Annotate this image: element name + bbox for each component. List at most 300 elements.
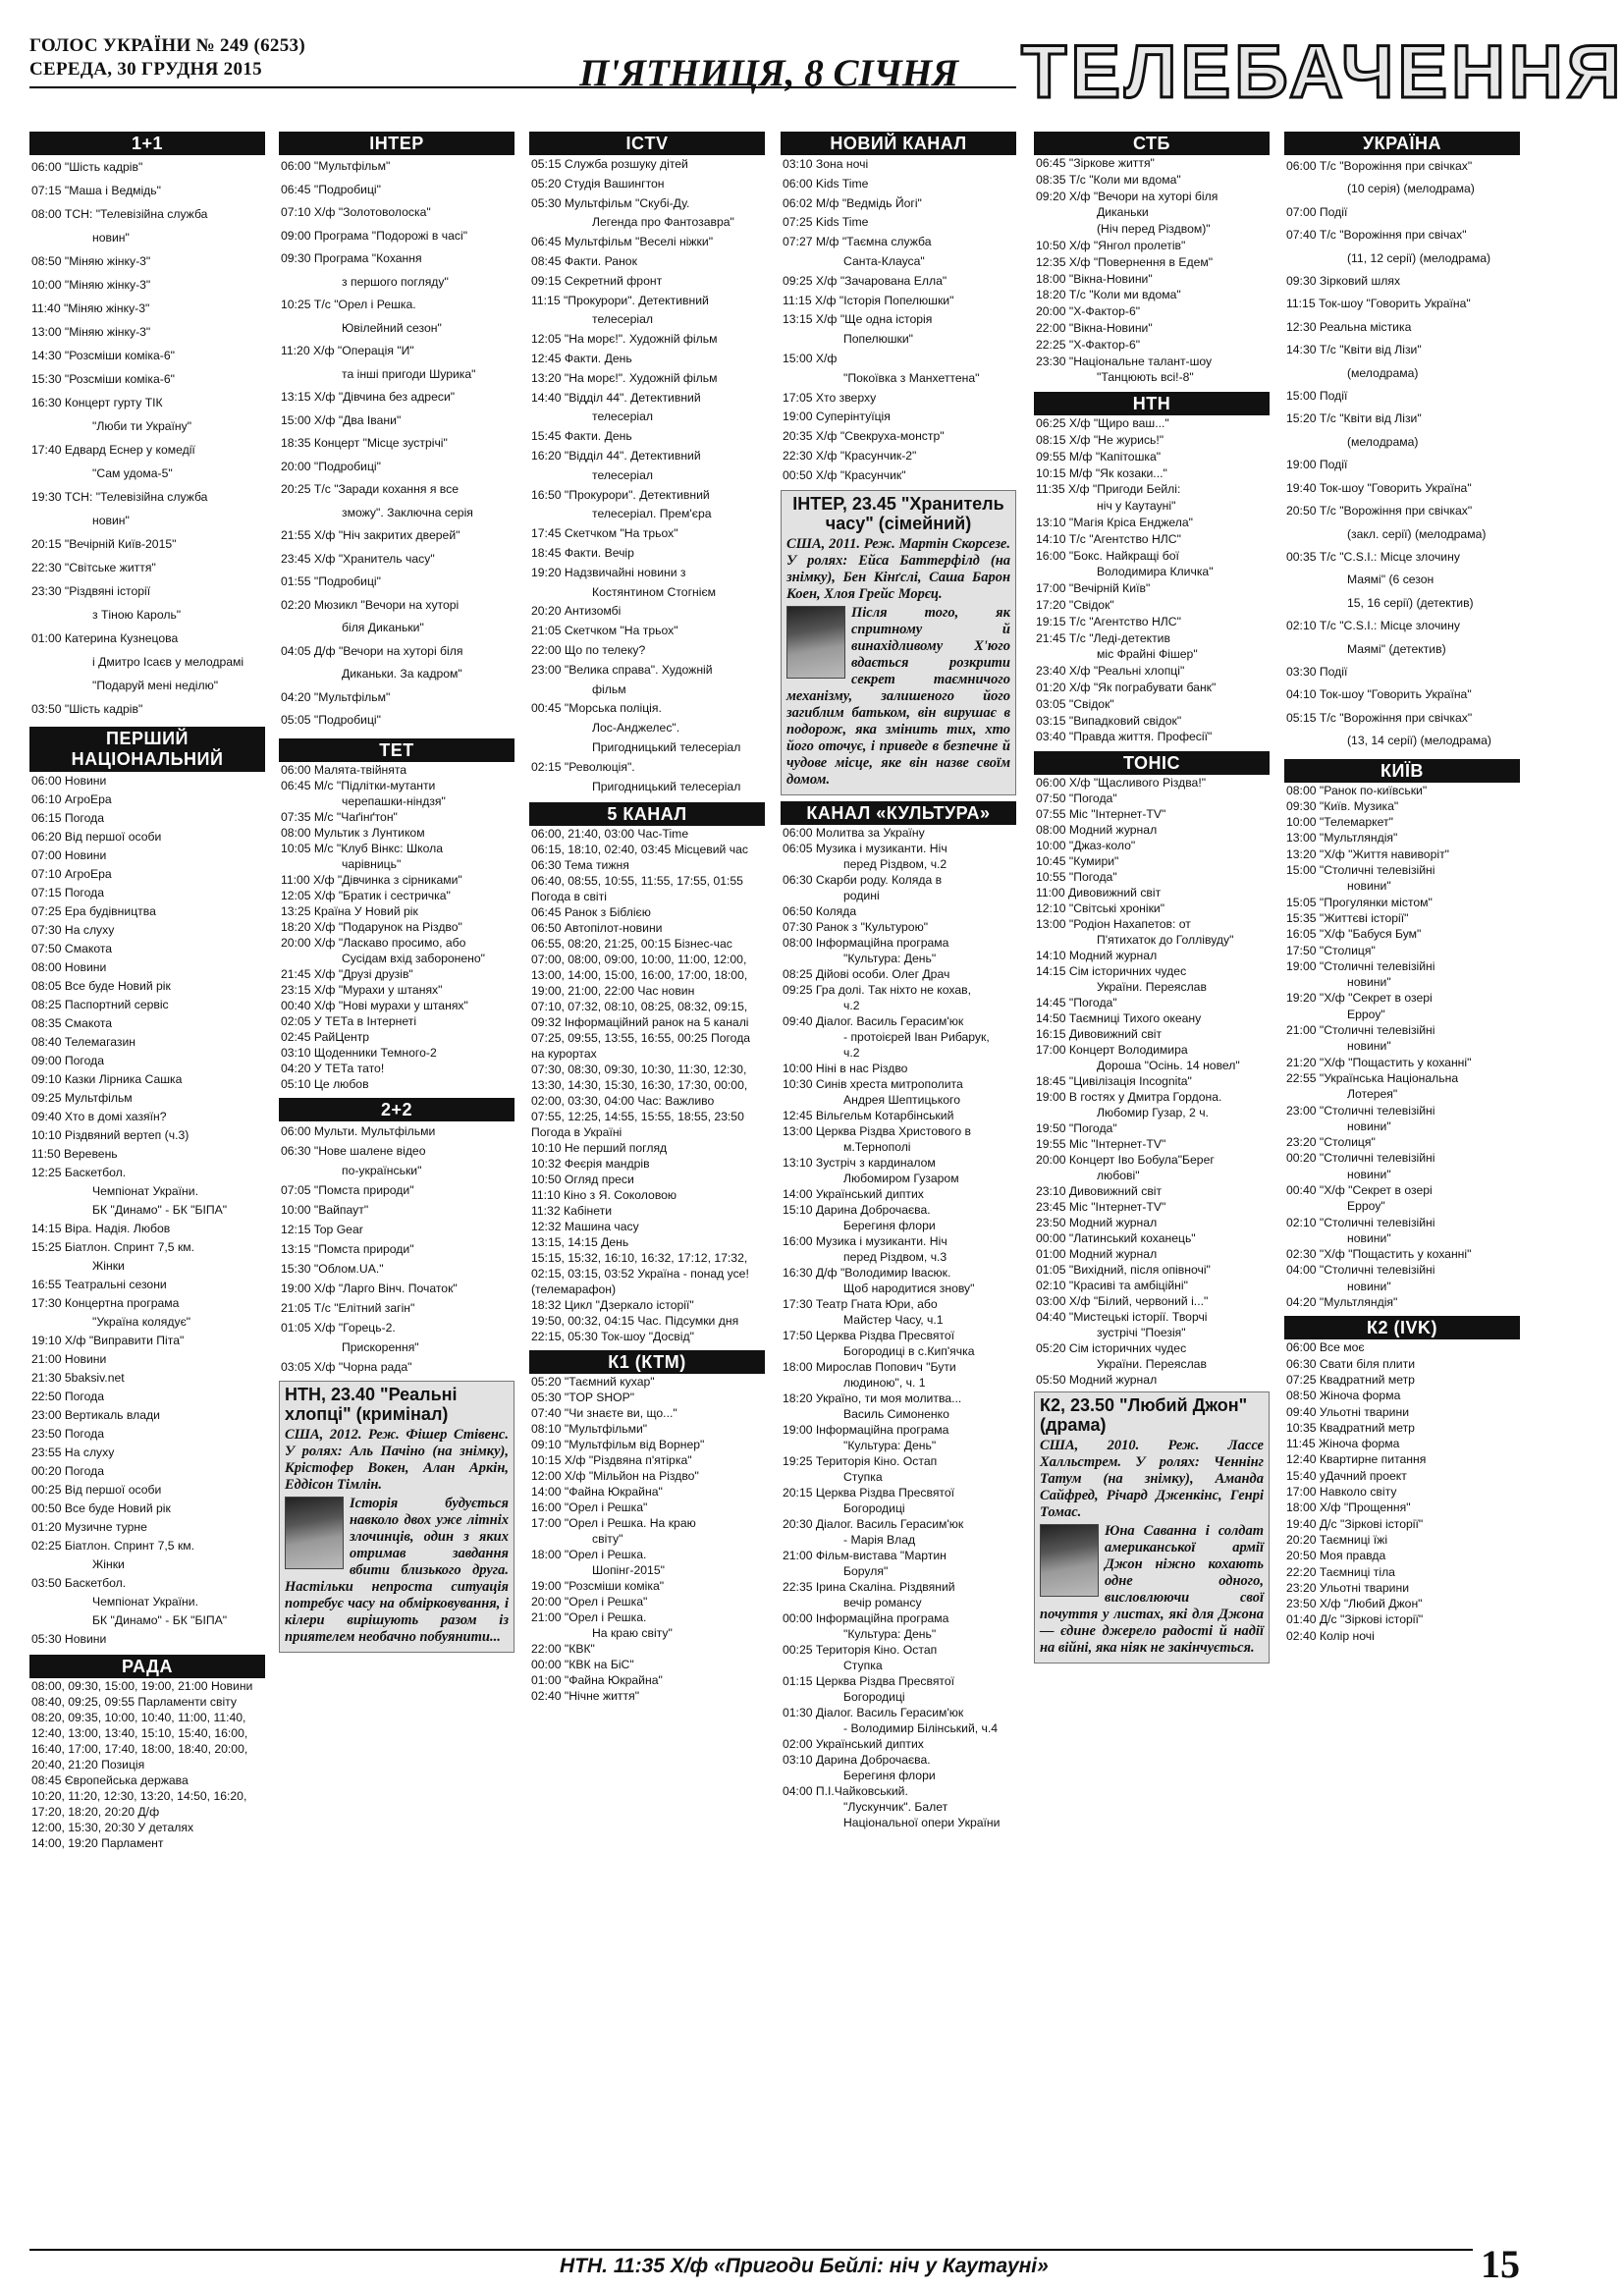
program-entry: [1284, 201, 1520, 224]
program-title: Музичне турне: [64, 1520, 147, 1534]
program-title: Баскетбол.: [64, 1576, 127, 1590]
program-title: Погода: [64, 1390, 105, 1403]
program-title: "Столичні телевізійні: [1319, 958, 1435, 973]
program-line: 09:30: [281, 251, 311, 265]
program-entry: [781, 1076, 1016, 1108]
program-title: "Світське життя": [64, 561, 156, 574]
program-line: 12:40: [1286, 1452, 1317, 1467]
program-title: "На морє!". Художній фільм: [564, 332, 718, 347]
program-title: "Родіон Нахапетов: от: [1068, 917, 1191, 932]
program-line: 21:05: [281, 1300, 311, 1315]
program-entry: [1284, 546, 1520, 615]
program-line: 12:32 Машина часу: [531, 1220, 639, 1234]
program-line: 14:10: [1036, 949, 1066, 963]
program-entry: [29, 1145, 265, 1164]
program-line: 09:15: [531, 273, 562, 288]
program-title: Модний журнал: [1068, 1216, 1158, 1230]
program-line: 11:00: [281, 872, 310, 887]
program-entry: [1034, 900, 1270, 916]
program-line: 00:00: [783, 1610, 813, 1625]
program-entry: [529, 486, 765, 525]
program-entry: [1034, 354, 1270, 387]
program-line: 06:02: [783, 195, 813, 210]
program-title: Х/ф "Нові мурахи у штанях": [313, 998, 468, 1012]
program-title: Факти. День: [564, 429, 632, 444]
program-title: "Х/ф "Секрет в озері: [1319, 1182, 1433, 1197]
program-line: 06:55, 08:20, 21:25, 00:15 Бізнес-час: [531, 937, 732, 952]
program-entry: [1034, 172, 1270, 189]
program-title: Фільм-вистава "Мартин: [815, 1548, 947, 1562]
program-title: "Столичні телевізійні: [1319, 1151, 1435, 1166]
program-line: 04:20: [1286, 1295, 1317, 1310]
program-line: 01:55: [281, 574, 311, 588]
program-entry: [279, 456, 514, 479]
program-line: 19:10: [31, 1334, 62, 1347]
program-title: "Відділ 44". Детективний: [564, 448, 701, 463]
program-line: 07:05: [281, 1182, 311, 1197]
program-line: 20:00: [1036, 304, 1066, 319]
program-title: "Орел і Решка. На краю: [564, 1516, 696, 1531]
program-entry: [29, 627, 265, 697]
program-title: чарівниць": [342, 856, 402, 871]
program-entry: [279, 386, 514, 409]
program-entry: [1284, 783, 1520, 798]
program-title: "Ранок по-київськи": [1319, 783, 1428, 797]
schedule-column-5: [1034, 132, 1270, 1664]
program-entry: [1284, 1564, 1520, 1580]
program-entry: [529, 641, 765, 661]
program-entry: [1034, 1278, 1270, 1293]
program-title: "Столичні телевізійні: [1319, 1103, 1435, 1118]
program-line: 23:30: [31, 584, 62, 598]
broadcast-day: П'ЯТНИЦЯ, 8 СІЧНЯ: [579, 52, 959, 94]
program-title: Ульотні тварини: [1319, 1404, 1410, 1419]
program-title: Богородиці: [843, 1500, 905, 1515]
feature-title: К2, 23.50 "Любий Джон" (драма): [1040, 1395, 1248, 1436]
program-entry: [29, 1788, 265, 1820]
program-line: 15:10: [783, 1202, 813, 1217]
program-line: 19:55: [1036, 1137, 1066, 1152]
program-entry: [529, 857, 765, 873]
footer-promo: НТН. 11:35 Х/ф «Пригоди Бейлі: ніч у Каутауні»: [560, 2255, 1049, 2277]
program-line: 22:35: [783, 1579, 813, 1594]
program-entry: [529, 1329, 765, 1344]
program-title: "Київ. Музика": [1319, 798, 1399, 813]
program-line: 15:40: [1286, 1468, 1317, 1483]
program-line: 20:00: [281, 459, 311, 473]
program-title: "Файна Юкрайна": [564, 1485, 663, 1500]
program-entry: [279, 686, 514, 710]
program-title: телесеріал: [592, 312, 653, 327]
channel-schedule: [279, 1121, 514, 1377]
program-line: 02:40: [1286, 1628, 1317, 1643]
program-title: Моя правда: [1319, 1549, 1386, 1563]
program-entry: [529, 1140, 765, 1156]
program-line: 05:15: [1286, 710, 1317, 725]
program-line: 03:50: [31, 1576, 62, 1590]
program-entry: [1034, 885, 1270, 900]
program-entry: [781, 1391, 1016, 1422]
program-entry: [781, 966, 1016, 982]
program-line: 20:25: [281, 482, 311, 496]
program-title: Національної опери України: [843, 1815, 1001, 1829]
program-title: Х/ф "Пригоди Бейлі:: [1067, 482, 1181, 497]
program-title: Катерина Кузнецова: [64, 631, 179, 645]
program-entry: [529, 1594, 765, 1609]
program-title: Факти. Ранок: [564, 253, 637, 268]
program-line: 06:45 Ранок з Біблією: [531, 905, 651, 920]
program-title: Програма "Подорожі в часі": [313, 228, 468, 243]
program-line: 18:32 Цикл "Дзеркало історії": [531, 1298, 694, 1313]
program-entry: [1284, 1150, 1520, 1182]
program-entry: [29, 977, 265, 996]
program-line: 14:40: [531, 390, 562, 405]
program-entry: [1284, 814, 1520, 830]
program-entry: [1034, 1293, 1270, 1309]
program-title: Х/ф "Дівчинка з сірниками": [312, 872, 462, 887]
program-entry: [781, 1186, 1016, 1202]
program-line: 12:15: [281, 1222, 311, 1236]
program-title: "Міняю жінку-3": [64, 254, 151, 268]
program-line: 17:40: [31, 443, 62, 457]
program-entry: [781, 1422, 1016, 1453]
program-entry: [1284, 990, 1520, 1022]
program-line: 07:00: [1286, 204, 1317, 219]
program-line: 05:20: [531, 1375, 562, 1390]
channel-schedule: [279, 762, 514, 1092]
program-entry: [29, 1630, 265, 1649]
program-entry: [279, 966, 514, 982]
program-title: Любомир Гузар, 2 ч.: [1097, 1106, 1209, 1120]
program-title: "Столичні телевізійні: [1319, 863, 1435, 878]
program-entry: [29, 940, 265, 958]
program-line: 02:05: [281, 1013, 311, 1028]
program-line: 05:10: [281, 1076, 311, 1091]
program-line: 21:05: [531, 624, 562, 638]
newspaper-issue: ГОЛОС УКРАЇНИ № 249 (6253): [29, 35, 305, 56]
program-line: 19:50: [1036, 1121, 1066, 1136]
program-entry: [1034, 303, 1270, 320]
program-title: Т/с "Елітний загін": [313, 1300, 415, 1315]
program-title: П'ятихаток до Голлівуду": [1097, 933, 1234, 948]
program-entry: [29, 1694, 265, 1710]
program-title: Дарина Доброчаєва.: [815, 1752, 931, 1767]
program-entry: [781, 1202, 1016, 1233]
program-title: Свати біля плити: [1319, 1356, 1416, 1371]
program-line: 06:00: [281, 1123, 311, 1138]
program-line: 14:15: [31, 1222, 62, 1235]
program-line: 06:30: [281, 1143, 311, 1158]
program-entry: [529, 622, 765, 641]
program-title: Д/ф "Володимир Івасюк.: [815, 1265, 951, 1280]
program-line: 23:55: [31, 1446, 62, 1459]
program-title: Щоб народитися знову": [843, 1281, 975, 1295]
program-line: 13:10: [1036, 515, 1066, 529]
program-line: 07:25: [31, 904, 62, 918]
program-title: "Х-Фактор-6": [1068, 337, 1141, 352]
program-line: 02:10: [1286, 619, 1317, 633]
program-entry: [279, 201, 514, 225]
program-entry: [781, 903, 1016, 919]
program-line: 06:30: [1286, 1356, 1317, 1371]
program-title: Скетчком "На трьох": [564, 526, 678, 541]
program-title: Х/ф "Не журись!": [1068, 432, 1164, 447]
program-line: 19:15: [1036, 614, 1066, 628]
program-line: 22:15, 05:30 Ток-шоу "Досвід": [531, 1330, 694, 1344]
program-entry: [1284, 926, 1520, 942]
program-line: 08:15: [1036, 432, 1066, 447]
program-line: 21:30: [31, 1371, 62, 1385]
program-entry: [29, 1462, 265, 1481]
program-line: 22:00: [531, 642, 562, 657]
program-entry: [1034, 238, 1270, 254]
program-entry: [781, 1108, 1016, 1123]
program-line: 19:25: [783, 1453, 813, 1468]
program-entry: [29, 1164, 265, 1220]
program-title: з Тіною Кароль": [92, 608, 182, 622]
program-title: перед Різдвом, ч.3: [843, 1249, 947, 1264]
program-title: Таємниці їжі: [1319, 1532, 1388, 1547]
program-line: 09:25: [31, 1091, 62, 1105]
program-title: "Подаруй мені неділю": [92, 679, 219, 692]
program-entry: [529, 1203, 765, 1219]
program-line: 20:15: [783, 1485, 813, 1500]
program-line: 18:20: [1036, 288, 1066, 302]
program-title: Ерроу": [1347, 1007, 1385, 1021]
channel-schedule: [529, 1374, 765, 1704]
program-entry: [529, 427, 765, 447]
program-line: 23:00: [531, 662, 562, 677]
program-line: 13:15: [281, 390, 311, 404]
program-title: "Зіркове життя": [1068, 156, 1155, 170]
program-title: "Прогулянки містом": [1319, 895, 1433, 909]
program-title: Від першої особи: [64, 1483, 162, 1497]
channel-header: ПЕРШИЙ НАЦІОНАЛЬНИЙ: [29, 727, 265, 772]
program-entry: [781, 427, 1016, 447]
program-title: "Мультляндія": [1319, 1295, 1398, 1310]
program-entry: [29, 791, 265, 809]
program-line: 12:35: [1036, 254, 1066, 269]
program-line: 12:45: [531, 351, 562, 365]
program-title: - протоієрей Іван Рибарук,: [843, 1029, 990, 1044]
program-title: Програма "Кохання: [313, 251, 422, 265]
program-line: 20:30: [783, 1516, 813, 1531]
program-line: 03:15: [1036, 713, 1066, 728]
footer-rule: [29, 2249, 1473, 2251]
program-entry: [1284, 1436, 1520, 1451]
channel-header: ТОНІС: [1034, 751, 1270, 775]
program-title: "Погода": [1068, 870, 1117, 885]
program-entry: [279, 982, 514, 998]
program-entry: [1034, 1120, 1270, 1136]
program-title: М/ф "Як козаки...": [1068, 465, 1167, 480]
program-title: Модний журнал: [1068, 1247, 1158, 1262]
program-title: Берегиня флори: [843, 1768, 936, 1782]
program-title: Церква Різдва Пресвятої: [815, 1328, 955, 1342]
feature-credits: США, 2012. Реж. Фішер Стівенс. У ролях: Аль Пачіно (на знімку), Крістофер Вокен, Алан Аркін, Еддісон Тімлін.: [285, 1426, 509, 1493]
channel-schedule: [1284, 1339, 1520, 1644]
program-line: 02:25: [31, 1539, 62, 1553]
program-line: 07:30: [783, 919, 813, 934]
program-title: Х/ф "Щасливого Різдва!": [1068, 776, 1207, 791]
program-title: Надзвичайні новини з: [564, 565, 686, 579]
program-line: 06:00: [1286, 159, 1317, 173]
program-line: 17:45: [531, 526, 562, 541]
program-title: Ульотні тварини: [1319, 1580, 1410, 1595]
program-title: "Х-Фактор-6": [1068, 304, 1141, 319]
program-title: "Погода": [1068, 791, 1117, 806]
program-line: 06:30: [783, 872, 813, 887]
program-title: "Х/ф "Бабуся Бум": [1319, 927, 1422, 942]
program-entry: [529, 1672, 765, 1688]
program-entry: [29, 1014, 265, 1033]
program-title: новини": [1347, 1230, 1391, 1245]
program-entry: [1034, 271, 1270, 288]
program-entry: [29, 1220, 265, 1238]
program-title: "Таємний кухар": [564, 1375, 655, 1390]
program-title: перед Різдвом, ч.2: [843, 856, 947, 871]
program-entry: [279, 1318, 514, 1357]
program-entry: [781, 310, 1016, 350]
program-line: 03:05: [1036, 696, 1066, 711]
program-line: 21:00: [531, 1610, 562, 1625]
program-entry: [529, 389, 765, 428]
program-entry: [529, 1437, 765, 1452]
program-title: уДачний проект: [1319, 1468, 1407, 1483]
program-title: телесеріал: [592, 409, 653, 424]
program-line: 22:30: [31, 561, 62, 574]
program-title: Сусідам вхід заборонено": [342, 951, 486, 965]
program-entry: [1034, 1183, 1270, 1199]
program-entry: [1284, 454, 1520, 476]
program-entry: [29, 1350, 265, 1369]
program-title: Х/ф "Чорна рада": [313, 1359, 412, 1374]
program-line: 23:45: [1036, 1200, 1066, 1215]
program-line: 16:55: [31, 1278, 62, 1291]
program-line: 07:30, 08:30, 09:30, 10:30, 11:30, 12:30, 13:30, 14:30, 15:30, 16:30, 17:30, 00:00, 02:00, 03:30, 04:00 Час: Важливо: [531, 1063, 748, 1109]
program-line: 15:15, 15:32, 16:10, 16:32, 17:12, 17:32, 02:15, 03:15, 03:52 Україна - понад усе! (телемарафон): [531, 1251, 749, 1297]
program-entry: [1034, 995, 1270, 1010]
schedule-column-3: [529, 132, 765, 1704]
program-entry: [1284, 1611, 1520, 1627]
program-title: М/с "Клуб Вінкс: Школа: [313, 841, 443, 855]
program-title: Погода: [64, 1464, 105, 1478]
program-title: по-українськи": [342, 1163, 422, 1177]
program-title: Мультик з Лунтиком: [313, 825, 425, 840]
program-title: Казки Лірника Сашка: [64, 1072, 183, 1086]
program-title: "Україна колядує": [92, 1315, 191, 1329]
program-entry: [781, 408, 1016, 427]
program-entry: [29, 485, 265, 532]
program-entry: [1284, 862, 1520, 895]
program-line: 03:10: [783, 157, 813, 171]
program-title: новини": [1347, 975, 1391, 990]
program-line: 17:00: [1036, 1043, 1066, 1058]
program-title: Модний журнал: [1068, 823, 1158, 838]
program-entry: [1284, 1262, 1520, 1294]
program-line: 00:40: [281, 998, 311, 1012]
program-title: "Вайпаут": [313, 1202, 369, 1217]
program-line: 18:00: [1036, 271, 1066, 286]
channel-header: К1 (КТМ): [529, 1350, 765, 1374]
program-title: Мультфільм "Скубі-Ду.: [564, 195, 690, 210]
program-entry: [781, 155, 1016, 175]
program-title: Дивовижний світ: [1068, 1027, 1163, 1042]
channel-header: КАНАЛ «КУЛЬТУРА»: [781, 801, 1016, 825]
program-entry: [1284, 1182, 1520, 1215]
program-title: Концерт Володимира: [1068, 1043, 1188, 1058]
program-line: 23:50: [31, 1427, 62, 1441]
program-title: Х/ф "Янгол пролетів": [1068, 238, 1186, 252]
program-line: 08:20, 09:35, 10:00, 10:40, 11:00, 11:40, 12:40, 13:00, 13:40, 15:10, 15:40, 16:00, 16:40, 17:00, 17:40, 18:00, 18:40, 20:00, 20:40, 21:20 Позиція: [31, 1711, 248, 1772]
program-entry: [1034, 1262, 1270, 1278]
program-title: "Національне талант-шоу: [1068, 354, 1213, 368]
program-line: 11:10 Кіно з Я. Соколовою: [531, 1188, 677, 1203]
program-line: 06:10: [31, 792, 62, 806]
program-title: Х/ф "Історія Попелюшки": [814, 293, 954, 307]
program-line: 05:15: [531, 157, 562, 171]
program-entry: [29, 273, 265, 297]
program-line: 18:20: [281, 919, 311, 934]
program-entry: [1034, 1340, 1270, 1372]
program-title: Мульти. Мультфільми: [313, 1123, 436, 1138]
program-title: "Погода": [1068, 1121, 1117, 1136]
program-entry: [279, 1298, 514, 1318]
program-line: 19:30: [31, 490, 62, 504]
program-title: "Столичні телевізійні: [1319, 1215, 1435, 1229]
program-line: 06:00: [31, 160, 62, 174]
program-title: Коляда: [815, 903, 857, 918]
program-line: 13:15: [783, 312, 813, 327]
program-title: "Танцюють всі!-8": [1097, 370, 1194, 385]
program-line: 09:00: [281, 228, 311, 243]
program-line: 07:25, 09:55, 13:55, 16:55, 00:25 Погода на курортах: [531, 1031, 751, 1062]
program-line: 07:15: [31, 184, 62, 197]
program-title: Концерт гурту ТІК: [64, 396, 163, 409]
program-title: "Розсміши коміка-6": [64, 349, 175, 362]
program-line: 21:00: [1286, 1023, 1317, 1038]
program-entry: [781, 1642, 1016, 1673]
program-line: 15:20: [1286, 411, 1317, 426]
program-title: фільм: [592, 682, 626, 696]
program-title: Х/ф "Повернення в Едем": [1068, 254, 1214, 269]
program-title: Х/ф "Горець-2.: [313, 1320, 396, 1335]
program-title: Андрея Шептицького: [843, 1092, 960, 1107]
program-line: 11:35: [1036, 482, 1065, 497]
program-title: Kids Time: [815, 215, 869, 230]
program-line: 20:50: [1286, 1549, 1317, 1563]
program-title: "Міняю жінку-3": [64, 325, 151, 339]
program-entry: [29, 1481, 265, 1500]
program-line: 09:30: [1286, 274, 1317, 289]
program-line: 14:45: [1036, 996, 1066, 1010]
program-entry: [279, 709, 514, 733]
program-title: Мультфільм "Веселі ніжки": [564, 235, 714, 249]
program-line: 03:05: [281, 1359, 311, 1374]
program-line: 14:30: [1286, 343, 1317, 357]
program-title: Церква Різдва Пресвятої: [815, 1485, 955, 1500]
program-line: 12:00: [531, 1469, 562, 1484]
program-title: "Х/ф "Секрет в озері: [1319, 991, 1433, 1006]
program-line: 19:50, 00:32, 04:15 Час. Підсумки дня: [531, 1314, 739, 1329]
program-entry: [529, 661, 765, 700]
program-entry: [279, 1259, 514, 1279]
channel-header: ТЕТ: [279, 738, 514, 762]
program-entry: [529, 447, 765, 486]
program-title: Дороша "Осінь. 14 новел": [1097, 1059, 1240, 1073]
program-line: 07:10: [281, 205, 311, 219]
program-line: 03:40: [1036, 730, 1066, 744]
